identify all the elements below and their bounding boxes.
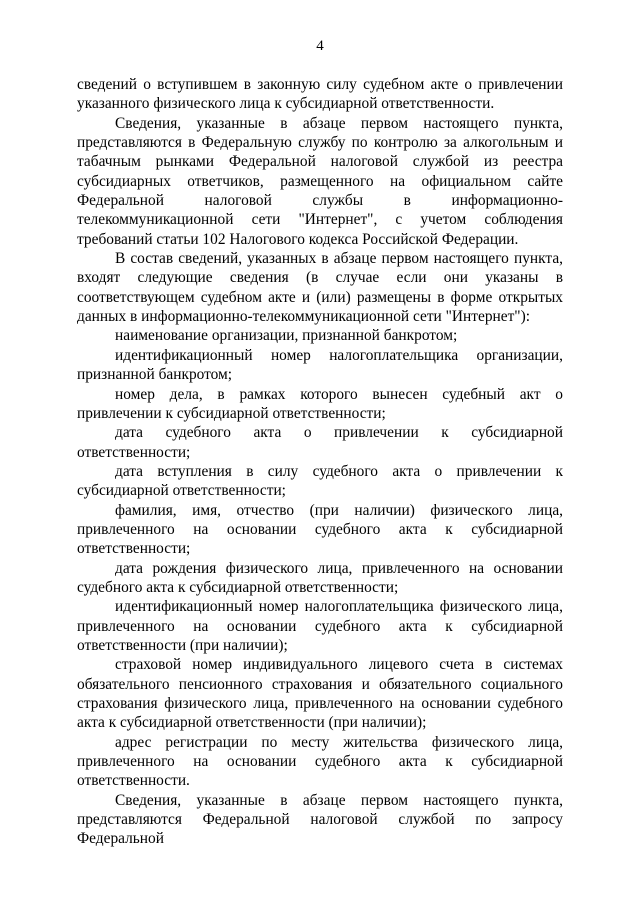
paragraph: номер дела, в рамках которого вынесен судебный акт о привлечении к субсидиарной ответственности; <box>77 385 563 422</box>
paragraph: дата судебного акта о привлечении к субсидиарной ответственности; <box>77 424 563 461</box>
page-number: 4 <box>316 38 324 54</box>
document-body <box>77 75 563 849</box>
paragraph: дата вступления в силу судебного акта о привлечении к субсидиарной ответственности; <box>77 462 563 500</box>
paragraph: адрес регистрации по месту жительства физического лица, привлеченного на основании судебного акта к субсидиарной ответственности. <box>77 733 563 790</box>
paragraph: дата рождения физического лица, привлеченного на основании судебного акта к субсидиарной ответственности; <box>77 559 563 596</box>
paragraph: страховой номер индивидуального лицевого счета в системах обязательного пенсионного страхования и обязательного социального страхования физического лица, привлеченного на основании судебного акта к субсидиарной ответственности (при наличии); <box>77 656 563 732</box>
paragraph-continued: Сведения, указанные в абзаце первом настоящего пункта, представляются Федеральной налоговой службой по запросу Федеральной <box>77 791 563 848</box>
paragraph: сведений о вступившем в законную силу судебном акте о привлечении указанного физического лица к субсидиарной ответственности. <box>77 76 563 113</box>
paragraph: Сведения, указанные в абзаце первом настоящего пункта, представляются в Федеральную службу по контролю за алкогольным и табачным рынками Федеральной налоговой службой из реестра субсидиарных ответчиков, размещенного на официальном сайте Федеральной налоговой службы в информационно-телекоммуникационной сети "Интернет", с учетом соблюдения требований статьи 102 Налогового кодекса Российской Федерации. <box>77 114 563 248</box>
paragraph: наименование организации, признанной банкротом; <box>115 327 458 345</box>
paragraph: идентификационный номер налогоплательщика организации, признанной банкротом; <box>77 346 563 384</box>
paragraph: В состав сведений, указанных в абзаце первом настоящего пункта, входят следующие сведения (в случае если они указаны в соответствующем судебном акте и (или) размещены в форме открытых данных в информационно-телекоммуникационной сети "Интернет"): <box>77 250 563 326</box>
paragraph: идентификационный номер налогоплательщика физического лица, привлеченного на основании судебного акта к субсидиарной ответственности (при наличии); <box>77 598 563 654</box>
paragraph: фамилия, имя, отчество (при наличии) физического лица, привлеченного на основании судебного акта к субсидиарной ответственности; <box>77 501 563 558</box>
